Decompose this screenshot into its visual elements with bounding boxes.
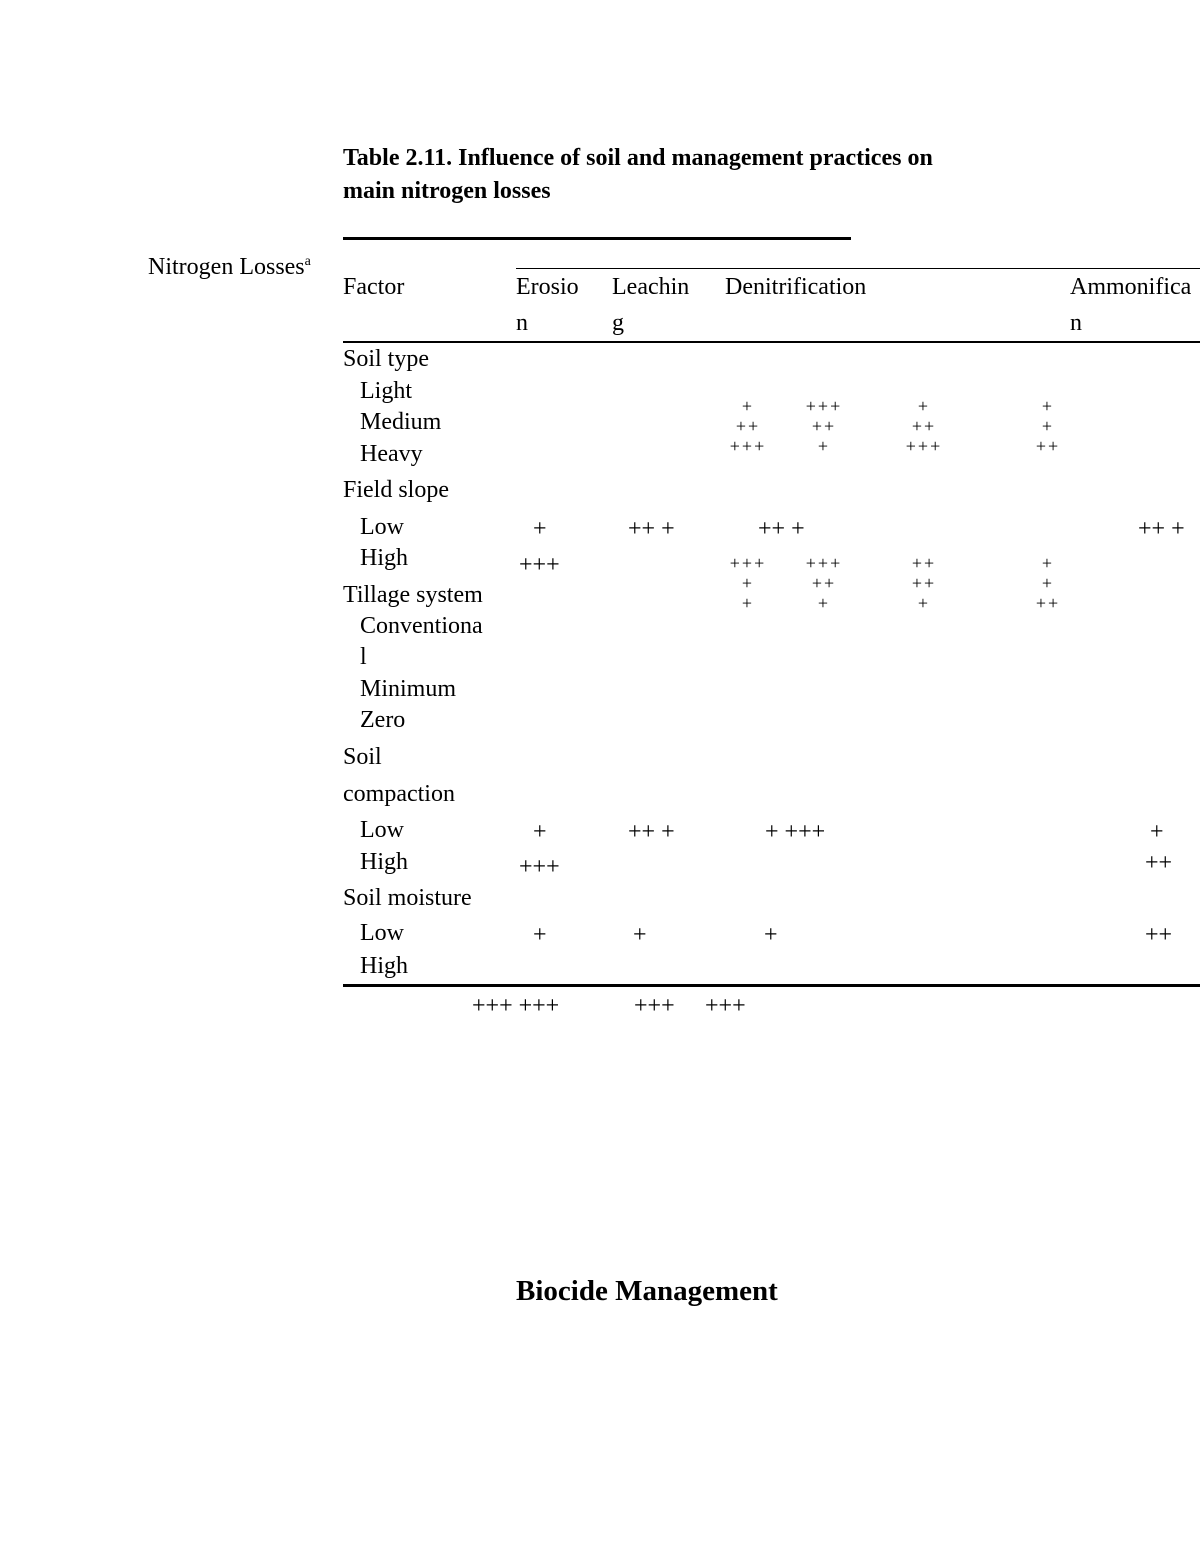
- title-underline-rule: [343, 237, 851, 240]
- header-leaching: Leachin: [612, 274, 690, 300]
- section-heading-biocide-management: Biocide Management: [516, 1275, 778, 1307]
- cell-soil-heavy-denit: +++: [729, 436, 767, 456]
- cell-compaction-low-denit: + +++: [765, 819, 826, 845]
- cell-compaction-low-leaching: ++ +: [628, 819, 675, 845]
- cell-tillage-minimum-col3: ++: [911, 573, 937, 593]
- row-soil-type: Soil type: [343, 346, 430, 372]
- row-conventional-wrap: l: [360, 644, 367, 670]
- cell-moisture-low-ammon: ++: [1145, 922, 1173, 948]
- cell-slope-low-ammon: ++ +: [1138, 516, 1185, 542]
- row-minimum: Minimum: [360, 676, 457, 702]
- cell-tillage-zero-col4: ++: [1035, 593, 1061, 613]
- header-erosion-wrap: n: [516, 310, 528, 336]
- row-medium: Medium: [360, 409, 442, 435]
- cell-compaction-high-erosion: +++: [519, 854, 560, 880]
- cell-soil-light-col2: +++: [805, 396, 843, 416]
- row-moisture-high: High: [360, 953, 408, 979]
- table-title-line-2: main nitrogen losses: [343, 178, 551, 204]
- header-ammonification: Ammonifica: [1070, 274, 1192, 300]
- cell-tillage-minimum-col2: ++: [811, 573, 837, 593]
- header-bottom-rule: [343, 341, 1200, 343]
- row-conventional: Conventiona: [360, 613, 483, 639]
- row-light: Light: [360, 378, 412, 404]
- cell-tillage-zero-col2: +: [817, 593, 831, 613]
- row-field-slope: Field slope: [343, 477, 449, 503]
- cell-soil-light-denit: +: [741, 396, 755, 416]
- cell-soil-light-col3: +: [917, 396, 931, 416]
- row-zero: Zero: [360, 707, 406, 733]
- losses-footnote-marker: a: [304, 254, 311, 269]
- header-leaching-wrap: g: [612, 310, 624, 336]
- cell-soil-medium-denit: ++: [735, 416, 761, 436]
- header-ammonification-wrap: n: [1070, 310, 1082, 336]
- cell-tillage-zero-col3: +: [917, 593, 931, 613]
- losses-span-rule: [516, 268, 1200, 269]
- cell-slope-low-leaching: ++ +: [628, 516, 675, 542]
- cell-tillage-minimum-col4: +: [1041, 573, 1055, 593]
- cell-soil-heavy-col4: ++: [1035, 436, 1061, 456]
- row-compaction-high: High: [360, 849, 408, 875]
- cell-slope-high-erosion: +++: [519, 552, 560, 578]
- cell-soil-medium-col3: ++: [911, 416, 937, 436]
- cell-moisture-low-erosion: +: [533, 922, 547, 948]
- row-slope-high: High: [360, 545, 408, 571]
- row-tillage-system: Tillage system: [343, 582, 483, 608]
- cell-compaction-high-ammon: ++: [1145, 850, 1173, 876]
- cell-soil-medium-col2: ++: [811, 416, 837, 436]
- header-factor: Factor: [343, 274, 405, 300]
- nitrogen-losses-label: Nitrogen Losses$^a$: [148, 254, 311, 280]
- footer-values-1: +++ +++: [472, 993, 560, 1019]
- cell-tillage-conventional-col2: +++: [805, 553, 843, 573]
- cell-compaction-low-ammon: +: [1150, 819, 1164, 845]
- cell-soil-medium-col4: +: [1041, 416, 1055, 436]
- header-denitrification: Denitrification: [725, 274, 867, 300]
- cell-tillage-conventional-col4: +: [1041, 553, 1055, 573]
- cell-compaction-low-erosion: +: [533, 819, 547, 845]
- cell-tillage-conventional-denit: +++: [729, 553, 767, 573]
- row-heavy: Heavy: [360, 441, 423, 467]
- cell-slope-low-denit: ++ +: [758, 516, 805, 542]
- header-erosion: Erosio: [516, 274, 579, 300]
- footer-values-2: +++: [634, 993, 675, 1019]
- cell-soil-light-col4: +: [1041, 396, 1055, 416]
- cell-soil-heavy-col2: +: [817, 436, 831, 456]
- cell-moisture-low-denit: +: [764, 922, 778, 948]
- row-soil-moisture: Soil moisture: [343, 885, 472, 911]
- row-compaction-low: Low: [360, 817, 404, 843]
- cell-moisture-low-leaching: +: [633, 922, 647, 948]
- row-soil-compaction: Soil: [343, 744, 382, 770]
- row-slope-low: Low: [360, 514, 404, 540]
- cell-soil-heavy-col3: +++: [905, 436, 943, 456]
- row-soil-compaction-wrap: compaction: [343, 781, 455, 807]
- cell-tillage-minimum-denit: +: [741, 573, 755, 593]
- table-title-line-1: Table 2.11. Influence of soil and management practices on: [343, 145, 933, 171]
- cell-tillage-conventional-col3: ++: [911, 553, 937, 573]
- row-moisture-low: Low: [360, 920, 404, 946]
- cell-slope-low-erosion: +: [533, 516, 547, 542]
- cell-tillage-zero-denit: +: [741, 593, 755, 613]
- footer-values-3: +++: [705, 993, 746, 1019]
- table-bottom-rule: [343, 984, 1200, 987]
